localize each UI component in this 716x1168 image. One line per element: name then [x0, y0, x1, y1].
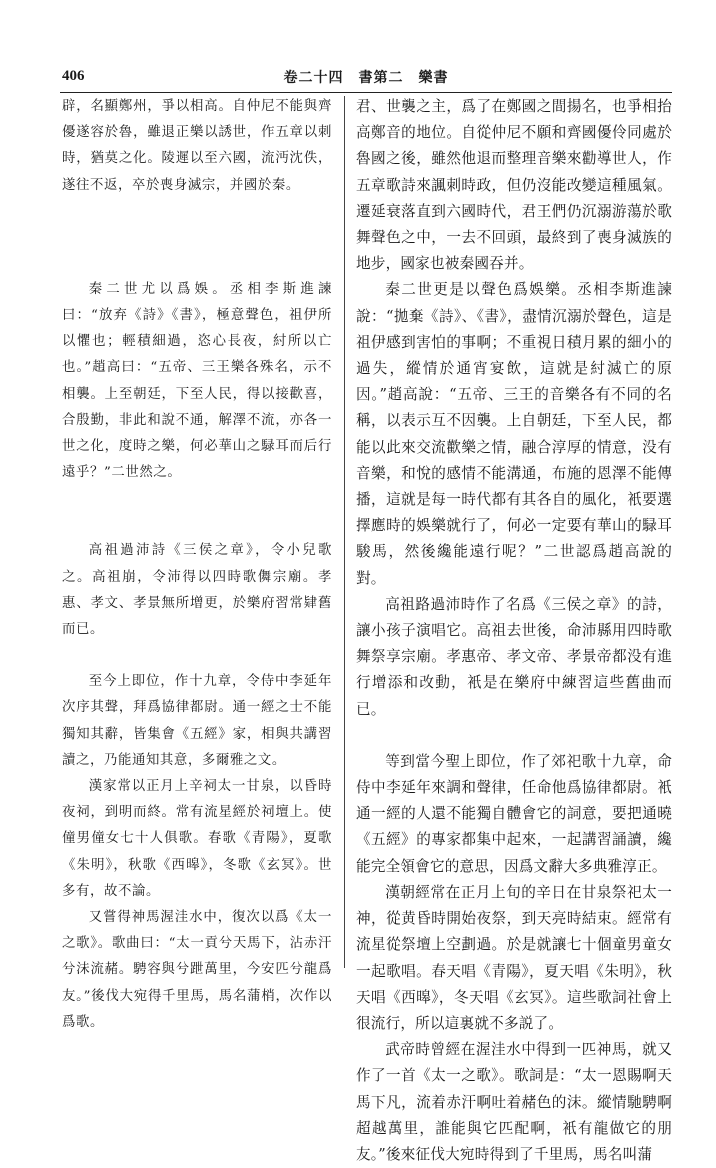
paragraph-gap	[62, 643, 332, 669]
classical-text-column	[62, 94, 332, 1030]
translation-column	[356, 94, 672, 1163]
running-title: 卷二十四 書第二 樂書	[283, 70, 449, 86]
paragraph-gap	[62, 486, 332, 538]
page-header	[60, 66, 672, 93]
translation-paragraph: 武帝時曾經在渥洼水中得到一匹神馬，就又作了一首《太一之歌》。歌詞是：“太一恩賜啊天馬下凡，流着赤汗啊吐着赭色的沫。縱情馳騁啊超越萬里，誰能與它匹配啊，衹有龍做它的朋友。”後來征伐大宛時得到了千里馬，馬名叫蒲	[356, 1041, 672, 1163]
paragraph-gap	[62, 199, 332, 251]
translation-paragraph: 漢朝經常在正月上旬的辛日在甘泉祭祀太一神，從黄昏時開始夜祭，到天亮時結束。經常有流星從祭壇上空劃過。於是就讓七十個童男童女一起歌唱。春天唱《青陽》，夏天唱《朱明》，秋天唱《西暤》，冬天唱《玄冥》。這些歌詞社會上很流行，所以這裏就不多説了。	[356, 883, 672, 1032]
classical-paragraph: 又嘗得神馬渥洼水中，復次以爲《太一之歌》。歌曲曰：“太一貢兮天馬下，沾赤汗兮沬流赭。騁容與兮跇萬里，今安匹兮龍爲友。”後伐大宛得千里馬，馬名蒲梢，次作以爲歌。	[62, 910, 332, 1030]
classical-paragraph: 秦二世尤以爲娛。丞相李斯進諫曰：“放弃《詩》《書》，極意聲色，祖伊所以懼也；輕積細過，恣心長夜，紂所以亡也。”趙高曰：“五帝、三王樂各殊名，示不相襲。上至朝廷，下至人民，得以接歡喜，合殷勤，非此和說不通，解澤不流，亦各一世之化，度時之樂，何必華山之騄耳而后行遠乎？”二世然之。	[62, 281, 332, 481]
translation-paragraph: 高祖路過沛時作了名爲《三侯之章》的詩，讓小孩子演唱它。高祖去世後，命沛縣用四時歌舞祭享宗廟。孝惠帝、孝文帝、孝景帝都没有進行增添和改動，衹是在樂府中練習這些舊曲而已。	[356, 595, 672, 718]
translation-paragraph: 君、世襲之主，爲了在鄭國之間揚名，也爭相抬高鄭音的地位。自從仲尼不願和齊國優伶同處於魯國之後，雖然他退而整理音樂來勸導世人，作五章歌詩來諷刺時政，但仍沒能改變這種風氣。遷延衰落直到六國時代，君王們仍沉溺游蕩於歌舞聲色之中，一去不回頭，最終到了喪身滅族的地步，國家也被秦國吞并。	[356, 98, 672, 273]
translation-paragraph: 秦二世更是以聲色爲娛樂。丞相李斯進諫說：“拋棄《詩》、《書》，盡情沉溺於聲色，這是祖伊感到害怕的事啊；不重視日積月累的細小的過失，縱情於通宵宴飲，這就是紂滅亡的原因。”趙高說：“五帝、三王的音樂各有不同的名稱，以表示互不因襲。上自朝廷，下至人民，都能以此來交流歡樂之情，融合淳厚的情意，没有音樂，和悅的感情不能溝通，布施的恩澤不能傳播，這就是每一時代都有其各自的風化，衹要選擇應時的娛樂就行了，何必一定要有華山的騄耳駿馬，然後纔能遠行呢？”二世認爲趙高說的對。	[356, 281, 672, 587]
page-number: 406	[62, 68, 85, 84]
classical-paragraph: 辟，名顯鄭州，爭以相高。自仲尼不能與齊優遂容於魯，雖退正樂以誘世，作五章以刺時，猶莫之化。陵遲以至六國，流沔沈佚，遂往不返，卒於喪身滅宗，并國於秦。	[62, 99, 332, 193]
classical-paragraph: 漢家常以正月上辛祠太一甘泉，以昏時夜祠，到明而終。常有流星經於祠壇上。使僮男僮女七十人俱歌。春歌《青陽》，夏歌《朱明》，秋歌《西暤》，冬歌《玄冥》。世多有，故不論。	[62, 779, 332, 899]
classical-paragraph: 高祖過沛詩《三侯之章》，令小兒歌之。高祖崩，令沛得以四時歌儛宗廟。孝惠、孝文、孝景無所增更，於樂府習常肄舊而已。	[62, 543, 332, 638]
column-divider	[344, 96, 345, 968]
translation-paragraph: 等到當今聖上即位，作了郊祀歌十九章，命侍中李延年來調和聲律，任命他爲協律都尉。衹通一經的人還不能獨自體會它的詞意，要把通曉《五經》的專家都集中起來，一起講習誦讀，纔能完全領會它的意思，因爲文辭大多典雅淳正。	[356, 752, 672, 875]
classical-paragraph: 至今上即位，作十九章，令侍中李延年次序其聲，拜爲協律都尉。通一經之士不能獨知其辭，皆集會《五經》家，相與共講習讀之，乃能通知其意，多爾雅之文。	[62, 674, 332, 768]
paragraph-gap	[62, 251, 332, 277]
paragraph-gap	[356, 723, 672, 749]
